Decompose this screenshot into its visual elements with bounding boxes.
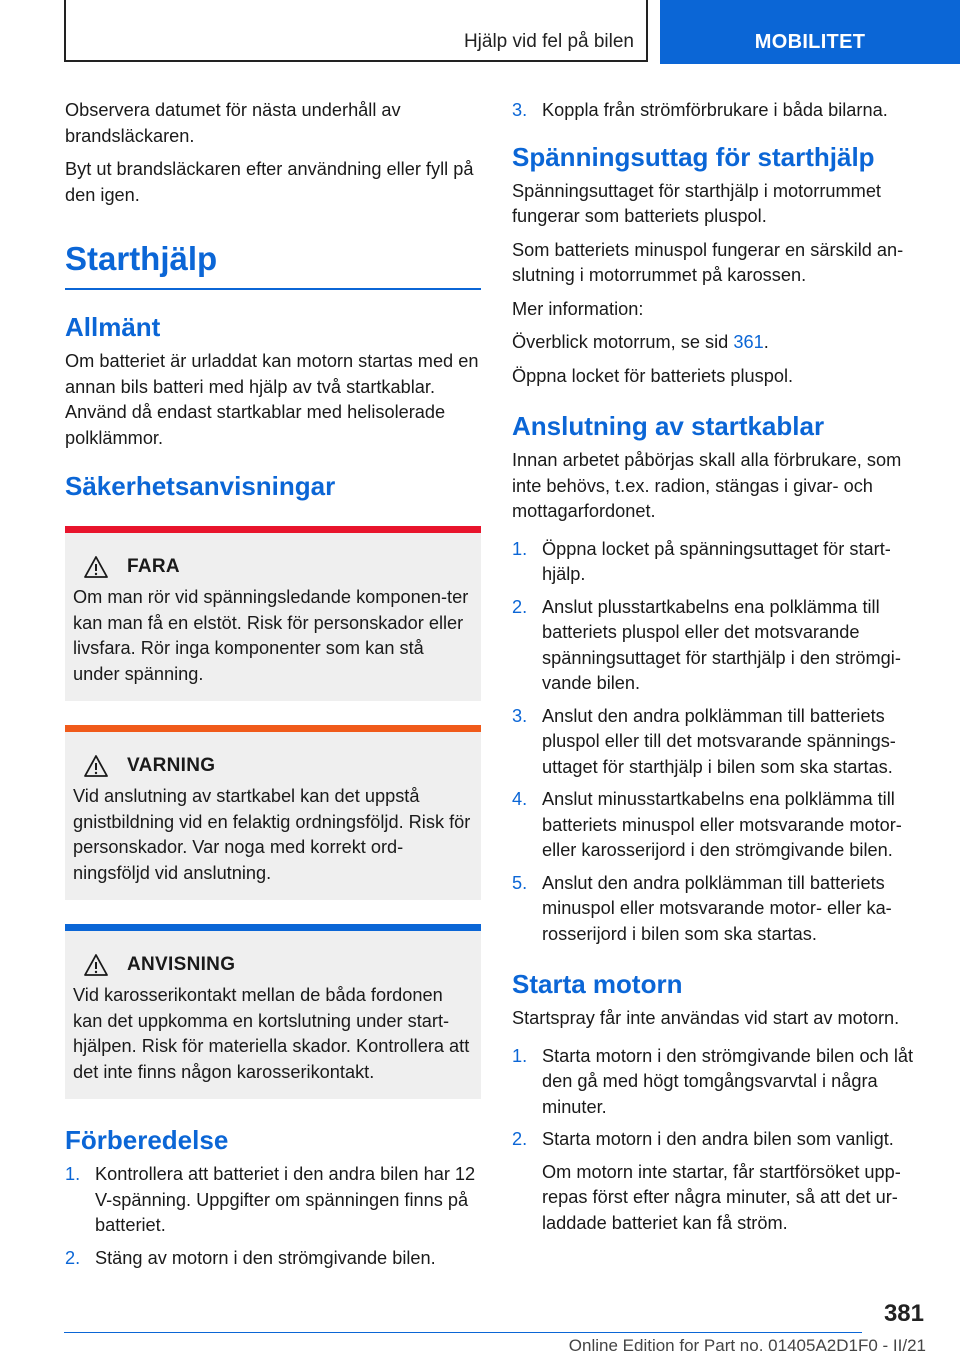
section-heading-safety: Säkerhetsanvisningar <box>65 471 336 501</box>
list-item: 2. Stäng av motorn i den strömgivande bilen. <box>65 1247 436 1268</box>
paragraph: Öppna locket för batteriets pluspol. <box>512 365 794 386</box>
list-item: 1. Öppna locket på spänningsuttaget för start-hjälp. <box>512 538 891 584</box>
section-heading-connect: Anslutning av startkablar <box>512 411 825 441</box>
step-note: Om motorn inte startar, får startförsöket upp-repas först efter några minuter, så att det ur-laddade batteriet kan få ström. <box>542 1161 901 1233</box>
page-header <box>64 0 960 64</box>
section-heading-prep: Förberedelse <box>65 1125 229 1155</box>
start-steps <box>512 1044 926 1237</box>
list-item: 5. Anslut den andra polklämman till batteriets minuspol eller motsvarande motor- eller ka-rosserijord i bilen som ska startas. <box>512 872 892 944</box>
list-item: 2. Anslut plusstartkabelns ena polklämma till batteriets pluspol eller det motsvarande spänningsuttaget för starthjälp i den strömgi-vande bilen. <box>512 596 901 693</box>
warning-text: Vid anslutning av startkabel kan det uppstå gnistbildning vid en felaktig ordningsföljd. Risk för personskador. Var noga med korrekt ord-ningsföljd vid anslutning. <box>73 786 471 883</box>
edition-note: Online Edition for Part no. 01405A2D1F0 - II/21 <box>568 1336 926 1355</box>
list-item: 3. Koppla från strömförbrukare i båda bilarna. <box>512 100 888 120</box>
list-item: 1. Kontrollera att batteriet i den andra bilen har 12 V-spänning. Uppgifter om spänningen finns på batteriet. <box>65 1164 476 1235</box>
right-column <box>512 98 926 1246</box>
warning-title: FARA <box>127 556 180 577</box>
paragraph: Observera datumet för nästa underhåll av brandsläckaren. <box>65 100 401 146</box>
warning-triangle-icon <box>83 754 109 778</box>
list-item: 4. Anslut minusstartkabelns ena polklämma till batteriets minuspol eller motsvarande motor-eller karosserijord i den strömgivande bilen. <box>512 789 902 860</box>
paragraph: Om batteriet är urladdat kan motorn startas med en annan bils batteri med hjälp av två startkablar. Använd då endast startkablar med helisolerade polklämmor. <box>65 351 479 448</box>
main-heading: Starthjälp <box>65 240 481 290</box>
paragraph: Mer information: <box>512 298 644 319</box>
left-column <box>65 98 481 1281</box>
warning-text: Om man rör vid spänningsledande komponen-ter kan man få en elstöt. Risk för personskador eller livsfara. Rör inga komponenter som kan stå under spänning. <box>73 587 469 684</box>
section-heading-start: Starta motorn <box>512 969 683 999</box>
prep-steps <box>65 1162 481 1271</box>
footer-divider <box>64 1332 862 1333</box>
section-title: Hjälp vid fel på bilen <box>64 0 648 62</box>
prep-steps-continued <box>512 98 926 124</box>
paragraph: Som batteriets minuspol fungerar en särskild an-slutning i motorrummet på karossen. <box>512 239 904 285</box>
paragraph-with-link: Överblick motorrum, se sid 361. <box>512 332 769 352</box>
paragraph: Innan arbetet påbörjas skall alla förbrukare, som inte behövs, t.ex. radion, stängas i givar- och mottagarfordonet. <box>512 450 902 521</box>
section-heading-allmant: Allmänt <box>65 312 161 342</box>
warning-triangle-icon <box>83 555 109 579</box>
chapter-tab: MOBILITET <box>660 0 960 64</box>
page-number: 381 <box>883 1300 924 1327</box>
section-heading-socket: Spänningsuttag för starthjälp <box>512 141 875 172</box>
page-reference-link[interactable]: 361 <box>733 332 764 352</box>
list-item: 1. Starta motorn i den strömgivande bilen och låt den gå med högt tomgångsvarvtal i några minuter. <box>512 1045 914 1117</box>
notice-box <box>65 924 481 1099</box>
paragraph: Spänningsuttaget för starthjälp i motorrummet fungerar som batteriets pluspol. <box>512 180 881 226</box>
warning-text: Vid karosserikontakt mellan de båda fordonen kan det uppkomma en kortslutning under start-hjälpen. Risk för materiella skador. Kontrollera att det inte finns någon karosserikontakt. <box>73 985 470 1082</box>
list-item: 2. Starta motorn i den andra bilen som vanligt. Om motorn inte startar, får startförsöket upp-repas först efter några minuter, så att det ur-laddade batteriet kan få ström. <box>512 1127 926 1236</box>
list-item: 3. Anslut den andra polklämman till batteriets pluspol eller till det motsvarande spännings-uttaget för starthjälp i bilen som ska startas. <box>512 705 896 777</box>
paragraph: Byt ut brandsläckaren efter användning eller fyll på den igen. <box>65 159 474 205</box>
paragraph: Startspray får inte användas vid start av motorn. <box>512 1008 900 1028</box>
warning-title: ANVISNING <box>127 954 236 975</box>
warning-title: VARNING <box>127 755 216 776</box>
warning-box <box>65 725 481 900</box>
danger-box <box>65 526 481 701</box>
connect-steps <box>512 537 926 948</box>
warning-triangle-icon <box>83 953 109 977</box>
